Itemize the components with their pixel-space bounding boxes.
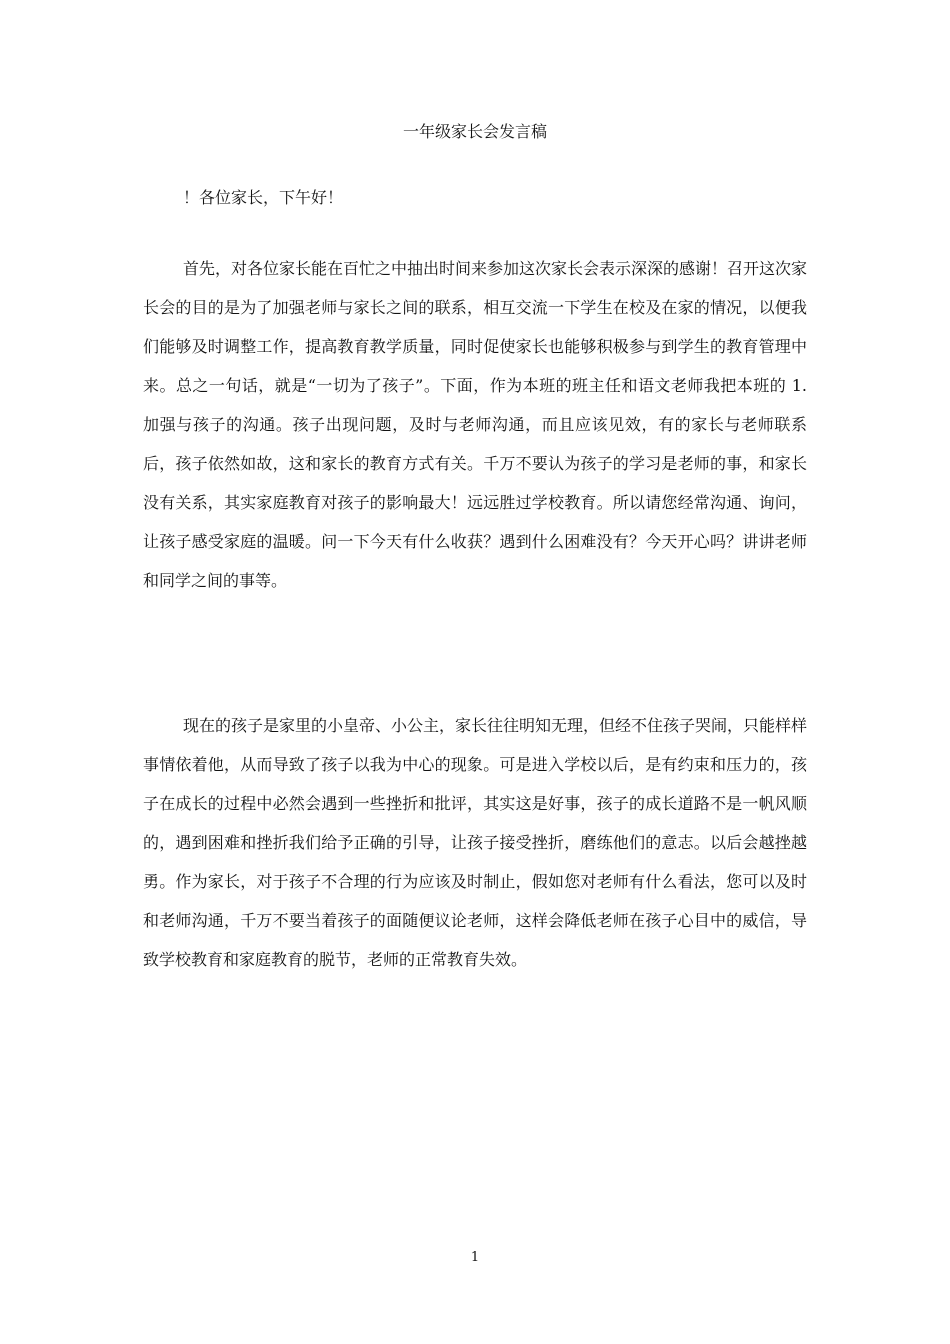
greeting-line: ！各位家长，下午好！ [183,188,344,207]
body-paragraph-1: 首先，对各位家长能在百忙之中抽出时间来参加这次家长会表示深深的感谢！召开这次家长会的目的是为了加强老师与家长之间的联系，相互交流一下学生在校及在家的情况，以便我们能够及时调整工作，提高教育教学质量，同时促使家长也能够积极参与到学生的教育管理中来。总之一句话，就是“一切为了孩子”。下面，作为本班的班主任和语文老师我把本班的 1. 加强与孩子的沟通。孩子出现问题，及时与老师沟通，而且应该见效，有的家长与老师联系后，孩子依然如故，这和家长的教育方式有关。千万不要认为孩子的学习是老师的事，和家长没有关系，其实家庭教育对孩子的影响最大！远远胜过学校教育。所以请您经常沟通、询问，让孩子感受家庭的温暖。问一下今天有什么收获？遇到什么困难没有？今天开心吗？讲讲老师和同学之间的事等。 [143,259,808,590]
document-title: 一年级家长会发言稿 [402,122,547,141]
body-paragraph-2: 现在的孩子是家里的小皇帝、小公主，家长往往明知无理，但经不住孩子哭闹，只能样样事情依着他，从而导致了孩子以我为中心的现象。可是进入学校以后，是有约束和压力的，孩子在成长的过程中必然会遇到一些挫折和批评，其实这是好事，孩子的成长道路不是一帆风顺的，遇到困难和挫折我们给予正确的引导，让孩子接受挫折，磨练他们的意志。以后会越挫越勇。作为家长，对于孩子不合理的行为应该及时制止，假如您对老师有什么看法，您可以及时和老师沟通，千万不要当着孩子的面随便议论老师，这样会降低老师在孩子心目中的威信，导致学校教育和家庭教育的脱节，老师的正常教育失效。 [143,716,808,969]
page-number: 1 [470,1250,480,1265]
